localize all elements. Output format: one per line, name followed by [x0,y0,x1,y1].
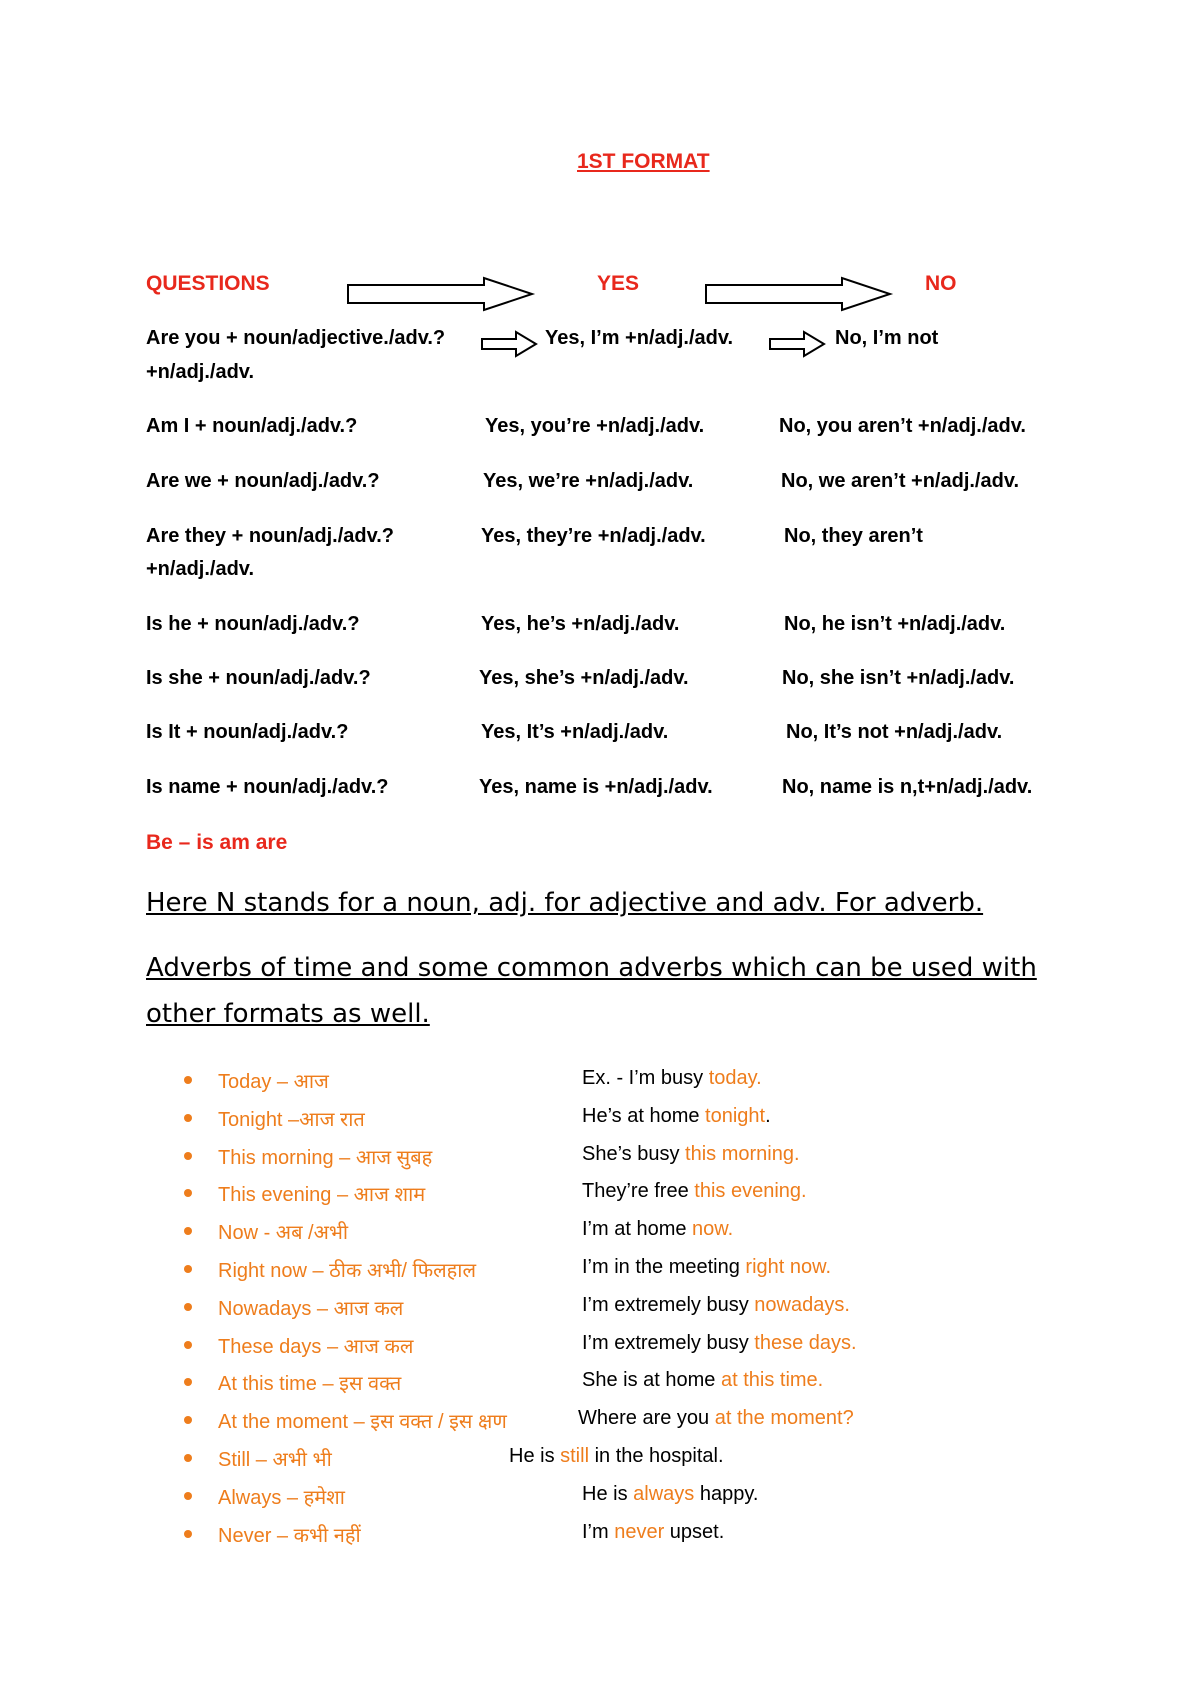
question-row-4: Are they + noun/adj./adv.? [146,525,395,547]
bullet-icon [184,1341,192,1349]
adverb-example [582,1332,857,1355]
bullet-icon [184,1303,192,1311]
adverb-example [582,1256,831,1279]
no-answer-2: No, you aren’t +n/adj./adv. [779,415,1026,437]
adverb-term: Right now – ठीक अभी/ फिलहाल [218,1260,477,1282]
example-text: I’m at home [582,1218,693,1240]
adverb-example [509,1445,724,1468]
question-row-8: Is name + noun/adj./adv.? [146,776,389,798]
example-text-end: . [765,1105,771,1127]
adverb-example [578,1407,854,1430]
question-row-3: Are we + noun/adj./adv.? [146,470,380,492]
example-highlight: at this time. [720,1369,824,1391]
example-text-end: happy. [694,1483,759,1505]
adverb-example [582,1105,771,1128]
example-highlight: these days. [754,1332,857,1354]
bullet-icon [184,1227,192,1235]
yes-answer-4: Yes, they’re +n/adj./adv. [481,525,706,547]
yes-answer-3: Yes, we’re +n/adj./adv. [483,470,694,492]
adverb-term: At this time – इस वक्त [218,1373,402,1395]
example-text: He is [582,1483,634,1505]
adverb-example [582,1218,733,1241]
example-highlight: today. [708,1067,762,1089]
example-text: Where are you [578,1407,715,1429]
adverb-term: Tonight –आज रात [218,1109,365,1131]
bullet-icon [184,1492,192,1500]
bullet-icon [184,1454,192,1462]
adverb-example [582,1521,724,1544]
no-answer-1: No, I’m not [835,327,939,349]
adverb-term: This morning – आज सुबह [218,1147,433,1169]
adverb-example [582,1067,762,1090]
adverb-example [582,1143,800,1166]
example-text-end: in the hospital. [589,1445,724,1467]
yes-answer-5: Yes, he’s +n/adj./adv. [481,613,680,635]
example-highlight: at the moment? [714,1407,854,1429]
questions-header: QUESTIONS [146,272,270,295]
adverb-term: Always – हमेशा [218,1487,345,1509]
example-text: I’m extremely busy [582,1294,755,1316]
arrow-right-icon [704,276,894,312]
adverb-term: Still – अभी भी [218,1449,332,1471]
example-text: She’s busy [582,1143,686,1165]
no-header: NO [925,272,957,295]
be-note: Be – is am are [146,831,288,854]
adverb-term: Nowadays – आज कल [218,1298,404,1320]
question-row-7: Is It + noun/adj./adv.? [146,721,349,743]
example-text: She is at home [582,1369,721,1391]
example-text: I’m [582,1521,615,1543]
bullet-icon [184,1416,192,1424]
adverb-example [582,1369,823,1392]
no-answer-3: No, we aren’t +n/adj./adv. [781,470,1020,492]
example-highlight: never [614,1521,665,1543]
example-highlight: always [633,1483,695,1505]
question-row-5: Is he + noun/adj./adv.? [146,613,360,635]
bullet-icon [184,1076,192,1084]
example-text: I’m extremely busy [582,1332,755,1354]
bullet-icon [184,1114,192,1122]
adverb-term: Today – आज [218,1071,329,1093]
note-adverbs-line2: other formats as well. [146,999,430,1029]
adverb-term: This evening – आज शाम [218,1184,426,1206]
example-highlight: right now. [745,1256,832,1278]
arrow-right-icon [480,330,540,358]
bullet-icon [184,1378,192,1386]
example-text: He’s at home [582,1105,706,1127]
note-abbreviations: Here N stands for a noun, adj. for adjective and adv. For adverb. [146,888,984,918]
no-answer-1-wrap: +n/adj./adv. [146,361,254,383]
example-highlight: this evening. [694,1180,807,1202]
yes-answer-2: Yes, you’re +n/adj./adv. [485,415,705,437]
no-answer-6: No, she isn’t +n/adj./adv. [782,667,1015,689]
bullet-icon [184,1152,192,1160]
question-row-6: Is she + noun/adj./adv.? [146,667,371,689]
example-text: I’m in the meeting [582,1256,746,1278]
yes-answer-1: Yes, I’m +n/adj./adv. [545,327,734,349]
example-highlight: now. [692,1218,734,1240]
example-highlight: tonight [705,1105,766,1127]
arrow-right-icon [768,330,828,358]
no-answer-4: No, they aren’t [784,525,923,547]
question-row-2: Am I + noun/adj./adv.? [146,415,358,437]
example-highlight: still [560,1445,590,1467]
example-text: They’re free [582,1180,695,1202]
example-text-end: upset. [664,1521,725,1543]
yes-answer-6: Yes, she’s +n/adj./adv. [479,667,689,689]
no-answer-7: No, It’s not +n/adj./adv. [786,721,1003,743]
adverb-example [582,1294,850,1317]
bullet-icon [184,1189,192,1197]
no-answer-4-wrap: +n/adj./adv. [146,558,254,580]
adverb-example [582,1483,758,1506]
example-text: Ex. - I’m busy [582,1067,709,1089]
adverb-term: Never – कभी नहीं [218,1525,361,1547]
arrow-right-icon [346,276,536,312]
bullet-icon [184,1265,192,1273]
adverb-term: These days – आज कल [218,1336,414,1358]
yes-answer-8: Yes, name is +n/adj./adv. [479,776,713,798]
adverb-term: Now - अब /अभी [218,1222,349,1244]
example-text: He is [509,1445,561,1467]
no-answer-8: No, name is n,t+n/adj./adv. [782,776,1033,798]
page-title: 1ST FORMAT [577,150,710,173]
example-highlight: this morning. [685,1143,800,1165]
example-highlight: nowadays. [754,1294,850,1316]
no-answer-5: No, he isn’t +n/adj./adv. [784,613,1006,635]
note-adverbs-line1: Adverbs of time and some common adverbs which can be used with [146,953,1037,983]
adverb-example [582,1180,807,1203]
adverb-term: At the moment – इस वक्त / इस क्षण [218,1411,507,1433]
yes-answer-7: Yes, It’s +n/adj./adv. [481,721,669,743]
question-row-1: Are you + noun/adjective./adv.? [146,327,446,349]
yes-header: YES [597,272,640,295]
bullet-icon [184,1530,192,1538]
